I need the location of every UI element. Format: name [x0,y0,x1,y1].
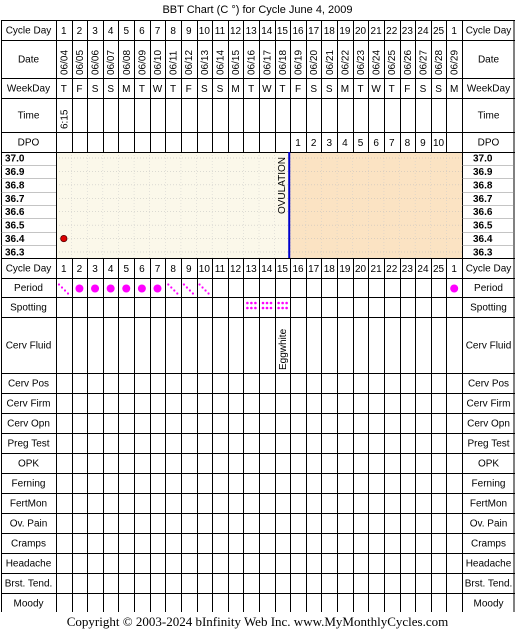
row-label-weekday: WeekDay [466,83,511,95]
row-label-cerv_firm: Cerv Firm [466,398,511,410]
cycle-day-number: 13 [245,264,257,275]
date-label: 06/09 [137,49,149,75]
spotting-marker [277,307,280,310]
period-marker-heavy [122,285,130,293]
weekday-label: S [91,84,99,95]
row-label-fertmon: FertMon [469,498,508,510]
dpo-number: 1 [295,138,301,149]
cycle-day-number: 6 [139,264,145,275]
spotting-marker [262,307,265,310]
spotting-marker [262,302,265,305]
cycle-day-number: 22 [386,26,398,37]
dpo-number: 8 [404,138,411,149]
cycle-day-number: 20 [354,264,367,275]
cycle-day-number: 11 [214,26,226,37]
date-label: 06/21 [324,49,336,75]
row-label-headache: Headache [5,558,52,570]
date-label: 06/10 [153,49,164,75]
spotting-marker [246,302,249,305]
period-marker-light [176,292,178,294]
temperature-tick-label: 36.8 [5,180,25,192]
date-label: 06/11 [168,50,180,75]
weekday-label: T [357,84,364,95]
cycle-day-number: 2 [76,264,83,275]
cycle-day-number: 9 [185,26,192,37]
cycle-day-number: 24 [417,264,429,275]
row-label-date: Date [17,54,40,66]
cycle-day-number: 1 [61,26,67,37]
cycle-day-number: 1 [451,26,457,37]
cycle-day-number: 19 [339,26,351,37]
period-marker-light [173,289,175,291]
cycle-day-number: 18 [323,264,335,275]
date-label: 06/18 [277,49,289,75]
cycle-day-number: 25 [433,264,445,275]
temperature-tick-label: 36.8 [473,180,493,192]
weekday-label: W [262,84,272,95]
temperature-tick-label: 36.6 [5,207,25,219]
row-label-weekday: WeekDay [6,83,51,95]
weekday-label: F [76,84,83,95]
spotting-marker [250,302,253,305]
row-label-headache: Headache [465,558,512,570]
cycle-day-number: 18 [323,26,335,37]
weekday-label: S [325,84,333,95]
temperature-point [61,235,67,241]
dpo-number: 7 [388,138,395,149]
period-marker-light [67,292,69,294]
chart-frame [2,21,515,613]
period-marker-light [58,283,60,285]
cycle-day-number: 24 [417,26,429,37]
row-label-brst_tend: Brst. Tend. [464,578,513,590]
weekday-label: T [60,84,67,95]
weekday-label: F [185,84,192,95]
dpo-number: 3 [326,138,333,149]
copyright-footer: Copyright © 2003-2024 bInfinity Web Inc. www.MyMonthlyCycles.com [66,614,449,629]
cycle-day-number: 19 [339,264,351,275]
date-label: 06/07 [106,49,118,75]
row-label-ferning: Ferning [11,478,46,490]
temperature-tick-label: 36.7 [473,193,493,205]
row-label-dpo: DPO [17,137,40,149]
weekday-label: M [122,84,131,95]
spotting-marker [277,302,280,305]
date-label: 06/24 [371,49,383,75]
cycle-day-number: 23 [401,264,413,275]
spotting-marker [266,307,269,310]
temperature-tick-label: 36.5 [5,220,25,232]
weekday-label: W [371,84,381,95]
cycle-day-number: 12 [230,26,242,37]
cycle-day-number: 14 [261,26,273,37]
cycle-day-number: 13 [245,26,257,37]
date-label: 06/16 [246,49,258,75]
cycle-day-number: 1 [61,264,67,275]
weekday-label: S [419,84,427,95]
cycle-day-number: 25 [433,26,445,37]
weekday-label: T [388,84,395,95]
period-marker-heavy [107,285,115,293]
cycle-day-number: 1 [451,264,457,275]
temperature-tick-label: 36.7 [5,193,25,205]
period-marker-light [207,292,209,294]
row-label-opk: OPK [17,458,40,470]
date-label: 06/04 [59,49,71,75]
dpo-number: 2 [310,138,317,149]
spotting-marker [246,307,249,310]
temperature-tick-label: 36.3 [473,247,493,259]
spotting-marker [254,307,257,310]
row-label-period: Period [474,283,503,294]
row-label-preg_test: Preg Test [7,438,50,450]
cycle-day-number: 15 [276,26,288,37]
date-label: 06/27 [418,49,430,75]
cycle-day-number: 22 [386,264,398,275]
cycle-day-number: 9 [185,264,192,275]
date-label: 06/15 [231,49,243,75]
date-label: 06/14 [215,49,227,75]
row-label-cycle_day: Cycle Day [5,25,52,37]
date-label: 06/22 [340,49,352,75]
row-label-cerv_pos: Cerv Pos [7,378,50,390]
row-label-cycle_day: Cycle Day [465,263,512,275]
cycle-day-number: 21 [370,26,382,37]
period-marker-light [186,286,188,288]
row-label-cerv_pos: Cerv Pos [467,378,510,390]
cycle-day-number: 5 [123,264,130,275]
cycle-day-number: 4 [107,264,114,275]
period-marker-heavy [138,285,146,293]
weekday-label: M [231,84,240,95]
cycle-day-number: 23 [401,26,413,37]
row-label-ov_pain: Ov. Pain [9,518,48,530]
row-label-cerv_firm: Cerv Firm [6,398,51,410]
weekday-label: W [152,84,163,95]
cycle-day-number: 10 [198,26,210,37]
row-label-date: Date [477,54,500,66]
cerv-fluid-value: Eggwhite [277,328,289,370]
row-label-cerv_fluid: Cerv Fluid [5,340,52,352]
row-label-ov_pain: Ov. Pain [469,518,508,530]
date-label: 06/08 [121,49,133,75]
weekday-label: S [216,84,224,95]
period-marker-light [61,286,63,288]
period-marker-heavy [75,285,83,293]
weekday-label: S [310,84,317,95]
cycle-day-number: 7 [154,264,161,275]
cycle-day-number: 21 [370,264,382,275]
row-label-brst_tend: Brst. Tend. [4,578,53,590]
luteal-phase-area [290,152,462,258]
period-marker-light [204,289,206,291]
cycle-day-number: 15 [276,264,288,275]
weekday-label: T [170,84,177,95]
row-label-moody: Moody [473,598,504,610]
row-label-moody: Moody [13,598,44,610]
cycle-day-number: 20 [354,26,367,37]
date-label: 06/12 [184,49,196,75]
temperature-tick-label: 36.3 [5,247,25,259]
spotting-marker [266,302,269,305]
row-label-fertmon: FertMon [9,498,48,510]
date-label: 06/29 [449,49,461,75]
cycle-day-number: 16 [292,26,304,37]
row-label-time: Time [477,110,500,122]
date-label: 06/06 [90,49,102,75]
temperature-tick-label: 36.6 [473,207,493,219]
date-label: 06/05 [74,49,86,75]
row-label-spotting: Spotting [470,302,507,314]
weekday-label: T [248,84,255,95]
weekday-label: S [107,84,114,95]
period-marker-light [189,289,191,291]
temperature-tick-label: 36.9 [5,166,25,178]
cycle-day-number: 12 [230,264,242,275]
row-label-cerv_fluid: Cerv Fluid [465,340,512,352]
spotting-marker [281,302,284,305]
row-label-ferning: Ferning [471,478,506,490]
cycle-day-number: 3 [92,264,98,275]
dpo-number: 6 [373,138,379,149]
period-marker-light [183,283,185,285]
date-label: 06/26 [402,49,414,75]
dpo-number: 10 [433,138,445,149]
row-label-preg_test: Preg Test [467,438,510,450]
temperature-tick-label: 36.4 [5,234,25,246]
spotting-marker [250,307,253,310]
row-label-spotting: Spotting [10,302,47,314]
cycle-day-number: 7 [154,26,161,37]
date-label: 06/17 [262,49,274,75]
weekday-label: S [201,84,208,95]
cycle-day-number: 8 [170,264,176,275]
cycle-day-number: 2 [76,26,83,37]
cycle-day-number: 14 [261,264,273,275]
period-marker-light [167,283,169,285]
period-marker-light [198,283,200,285]
row-label-cycle_day: Cycle Day [465,25,512,37]
temperature-tick-label: 37.0 [473,153,493,165]
dpo-number: 5 [357,138,364,149]
time-label: 6:15 [59,109,71,129]
weekday-label: T [279,84,286,95]
cycle-day-number: 16 [292,264,304,275]
spotting-marker [281,307,284,310]
row-label-opk: OPK [477,458,500,470]
ovulation-label: OVULATION [277,156,289,214]
cycle-day-number: 5 [123,26,130,37]
cycle-day-number: 8 [170,26,176,37]
row-label-cerv_opn: Cerv Opn [7,418,50,430]
date-label: 06/13 [199,49,211,75]
temperature-tick-label: 36.5 [473,220,493,232]
weekday-label: F [404,84,411,95]
period-marker-heavy [154,285,162,293]
dpo-number: 4 [342,138,348,149]
row-label-period: Period [14,283,43,294]
cycle-day-number: 11 [214,264,226,275]
weekday-label: M [340,84,350,95]
cycle-day-number: 3 [92,26,98,37]
row-label-cycle_day: Cycle Day [5,263,52,275]
spotting-marker [270,302,273,305]
period-marker-light [192,292,194,294]
weekday-label: S [435,84,442,95]
row-label-cramps: Cramps [10,538,47,550]
period-marker-heavy [450,285,458,293]
chart-title: BBT Chart (C °) for Cycle June 4, 2009 [162,4,353,16]
period-marker-light [201,286,203,288]
period-marker-light [170,286,172,288]
temperature-tick-label: 36.9 [473,166,493,178]
row-label-dpo: DPO [477,137,500,149]
cycle-day-number: 17 [308,26,320,37]
spotting-marker [285,302,288,305]
date-label: 06/19 [293,49,305,75]
period-marker-light [64,289,66,291]
weekday-label: M [450,84,459,95]
weekday-label: T [138,84,145,95]
temperature-tick-label: 37.0 [5,153,25,165]
row-label-time: Time [17,110,40,122]
spotting-marker [270,307,273,310]
spotting-marker [285,307,288,310]
date-label: 06/25 [387,49,399,75]
date-label: 06/28 [434,49,446,75]
period-marker-heavy [91,285,99,293]
cycle-day-number: 4 [107,26,114,37]
date-label: 06/23 [356,49,367,75]
date-label: 06/20 [309,49,321,75]
temperature-tick-label: 36.4 [473,234,493,246]
row-label-cramps: Cramps [470,538,507,550]
cycle-day-number: 10 [198,264,210,275]
spotting-marker [254,302,257,305]
row-label-cerv_opn: Cerv Opn [467,418,510,430]
dpo-number: 9 [420,138,426,149]
cycle-day-number: 17 [308,264,320,275]
cycle-day-number: 6 [139,26,145,37]
weekday-label: F [294,84,302,95]
